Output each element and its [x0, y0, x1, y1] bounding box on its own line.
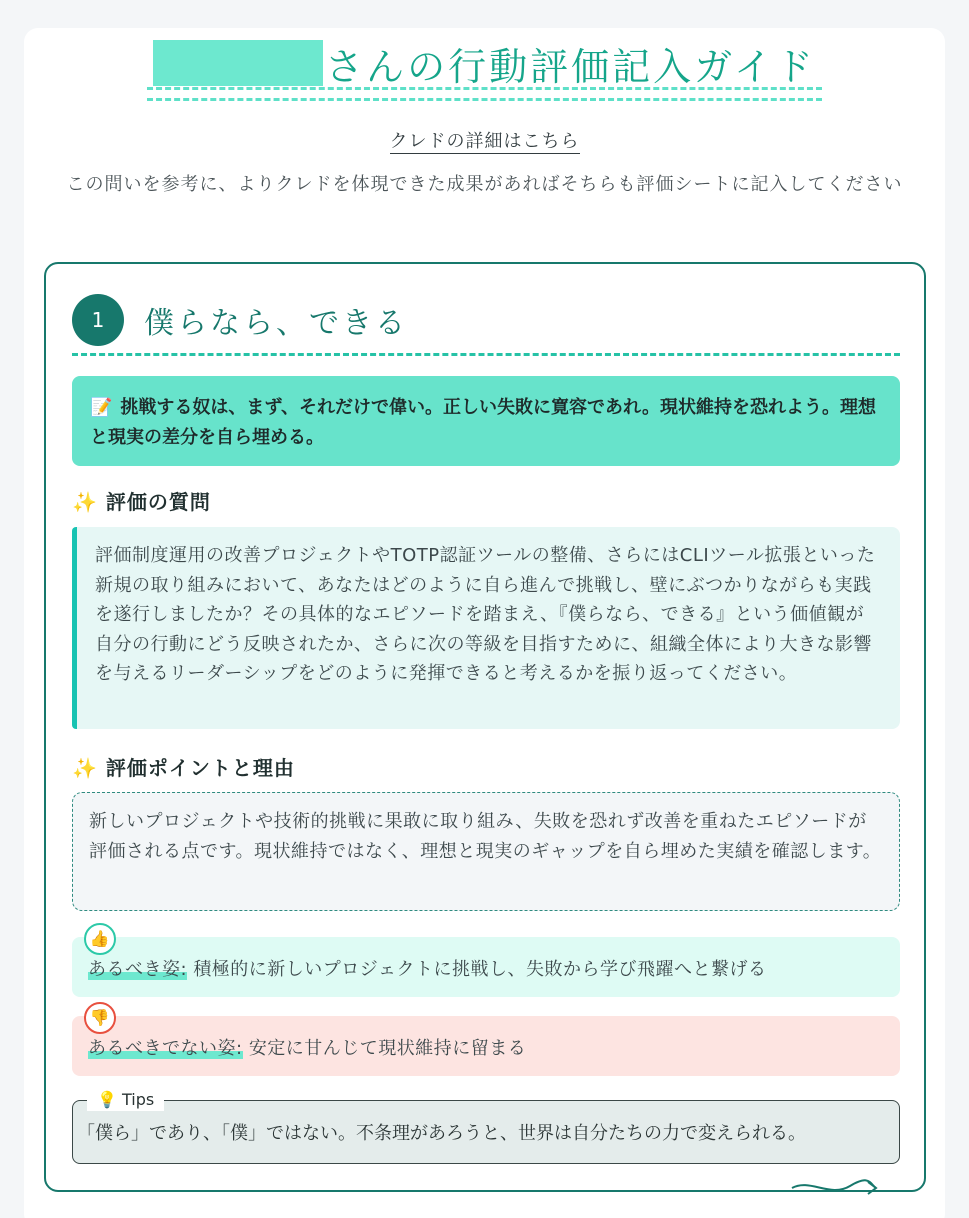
sparkles-icon: ✨ — [72, 756, 98, 780]
redacted-name — [153, 40, 323, 86]
motto-text: 挑戦する奴は、まず、それだけで偉い。正しい失敗に寛容であれ。現状維持を恐れよう。理想と現実の差分を自ら埋める。 — [90, 397, 877, 448]
sparkles-icon: ✨ — [72, 490, 98, 514]
intro-text: この問いを参考に、よりクレドを体現できた成果があればそちらも評価シートに記入してください — [66, 174, 903, 195]
credo-section — [44, 262, 926, 1192]
memo-icon: 📝 — [90, 397, 113, 418]
cred-link-wrap — [0, 127, 969, 153]
points-heading-label: 評価ポイントと理由 — [105, 756, 295, 780]
tips-box — [72, 1090, 900, 1164]
title-wrap — [0, 40, 969, 101]
motto-box — [72, 376, 900, 466]
bad-text: 安定に甘んじて現状維持に留まる — [248, 1038, 527, 1059]
tips-label — [87, 1089, 164, 1111]
bad-example — [72, 1008, 900, 1076]
bad-label: あるべきでない姿: — [88, 1038, 243, 1059]
title-underline — [147, 87, 822, 101]
lightbulb-icon: 💡 — [97, 1090, 117, 1109]
thumbs-up-icon: 👍 — [84, 923, 116, 955]
points-box: 新しいプロジェクトや技術的挑戦に果敢に取り組み、失敗を恐れず改善を重ねたエピソードが評価される点です。現状維持ではなく、理想と現実のギャップを自ら埋めた実績を確認します。 — [72, 792, 900, 911]
section-header — [72, 294, 900, 356]
tips-label-text: Tips — [122, 1090, 155, 1109]
page-title — [147, 40, 822, 101]
tips-text: 「僕ら」であり、「僕」ではない。不条理があろうと、世界は自分たちの力で変えられる。 — [77, 1123, 806, 1144]
points-heading — [72, 752, 295, 781]
section-title: 僕らなら、できる — [144, 306, 408, 341]
question-heading-label: 評価の質問 — [105, 490, 211, 514]
title-suffix: さんの行動評価記入ガイド — [325, 45, 816, 89]
section-number: 1 — [72, 294, 124, 346]
cred-detail-link[interactable]: クレドの詳細はこちら — [389, 131, 580, 152]
good-label: あるべき姿: — [88, 959, 188, 980]
good-text: 積極的に新しいプロジェクトに挑戦し、失敗から学び飛躍へと繋げる — [193, 959, 767, 980]
good-example — [72, 929, 900, 997]
thumbs-down-icon: 👎 — [84, 1002, 116, 1034]
question-heading — [72, 486, 211, 515]
question-box: 評価制度運用の改善プロジェクトやTOTP認証ツールの整備、さらにはCLIツール拡張といった新規の取り組みにおいて、あなたはどのように自ら進んで挑戦し、壁にぶつかりながらも実践を遂行しましたか？その具体的なエピソードを踏まえ、『僕らなら、できる』という価値観が自分の行動にどう反映されたか、さらに次の等級を目指すために、組織全体により大きな影響を与えるリーダーシップをどのように発揮できると考えるかを振り返ってください。 — [72, 527, 900, 729]
squiggle-decoration — [790, 1176, 880, 1200]
